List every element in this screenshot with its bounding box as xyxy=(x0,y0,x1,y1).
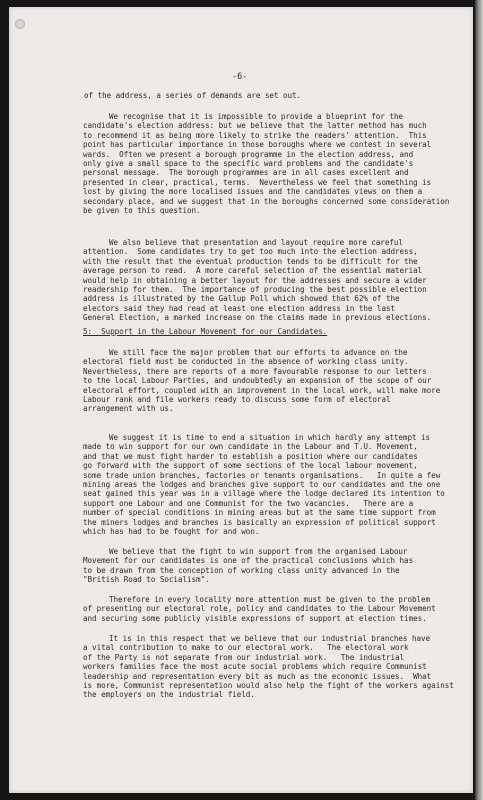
text-line: Movement for our candidates is one of the practical conclusions which has xyxy=(83,556,414,566)
text-line: electoral field must be conducted in the absence of working class unity. xyxy=(83,357,409,367)
text-line: secondary place, and we suggest that in the boroughs concerned some consideration xyxy=(83,196,450,206)
page-number: -6- xyxy=(232,72,248,82)
text-line: "British Road to Socialism". xyxy=(83,575,210,585)
text-line: point has particular importance in those boroughs where we contest in several xyxy=(83,140,432,150)
text-line: made to win support for our own candidate in the Labour and T.U. Movement, xyxy=(83,442,418,452)
text-line: to be drawn from the conception of working class unity advanced in the xyxy=(83,565,400,575)
text-line: which has had to be fought for and won. xyxy=(83,526,260,536)
section-heading-5 xyxy=(83,327,455,336)
text-line: mining areas the lodges and branches give support to our candidates and the one xyxy=(83,479,441,489)
text-line: We believe that the fight to win support from the organised Labour xyxy=(109,547,408,556)
text-line: go forward with the support of some sections of the local labour movement, xyxy=(83,461,418,471)
text-line: only give a small space to the specific ward problems and the candidate's xyxy=(83,158,414,168)
text-line: presented in clear, practical, terms. Nevertheless we feel that something is xyxy=(83,177,432,187)
text-line: We still face the major problem that our efforts to advance on the xyxy=(109,348,408,357)
text-line: support one Labour and one Communist for the two vacancies. There are a xyxy=(83,498,414,508)
text-line: is more, Communist representation would also help the fight of the workers against xyxy=(83,680,454,690)
text-line: electoral effort, coupled with an improvement in the local work, will make more xyxy=(83,385,441,395)
text-line: would help in obtaining a better layout for the addresses and secure a wider xyxy=(83,275,427,285)
text-line: electors said they had read at least one election address in the last xyxy=(83,303,396,313)
paragraph-locality xyxy=(83,595,455,623)
paragraph-major-problem xyxy=(83,348,455,414)
text-line: a vital contribution to make to our electoral work. The electoral work xyxy=(83,643,409,653)
text-line: of presenting our electoral role, policy and candidates to the Labour Movement xyxy=(83,604,436,614)
text-line: to the local Labour Parties, and undoubtedly an expansion of the scope of our xyxy=(83,376,432,386)
text-line: average person to read. A more careful selection of the essential material xyxy=(83,266,423,276)
paragraph-fight-support xyxy=(83,547,455,585)
paragraph-industrial-branches xyxy=(83,634,455,700)
text-line: leadership and representation every bit as much as the economic issues. What xyxy=(83,671,432,681)
text-line: to recommend it as being more likely to strike the readers' attention. This xyxy=(83,130,427,140)
section-heading-text: 5: Support in the Labour Movement for our Candidates. xyxy=(83,327,328,336)
punch-hole-top xyxy=(15,19,25,29)
text-line: We also believe that presentation and layout require more careful xyxy=(109,238,403,247)
text-line: Labour rank and file workers ready to discuss some form of electoral xyxy=(83,394,391,404)
text-line: lost by giving the more localised issues and the candidates views on them a xyxy=(83,187,423,197)
text-line: of the address, a series of demands are set out. xyxy=(84,91,302,100)
paragraph-win-support xyxy=(83,433,455,536)
text-line: It is in this respect that we believe that our industrial branches have xyxy=(109,634,431,643)
paragraph-election-address xyxy=(83,112,455,215)
text-line: personal message. The borough programmes are in all cases excellent and xyxy=(83,168,409,178)
text-line: Nevertheless, there are reports of a more favourable response to our letters xyxy=(83,366,427,376)
text-line: and that we must fight harder to establish a position where our candidates xyxy=(83,451,418,461)
text-line: wards. Often we present a borough programme in the election address, and xyxy=(83,149,414,159)
text-line: workers families face the most acute social problems which require Communist xyxy=(83,662,427,672)
text-line: We recognise that it is impossible to provide a blueprint for the xyxy=(109,112,403,121)
text-line: the miners lodges and branches is basically an expression of political support xyxy=(83,517,436,527)
text-line: the employers on the industrial field. xyxy=(83,690,255,700)
text-line: readership for them. The importance of producing the best possible election xyxy=(83,284,427,294)
text-line: some trade union branches, factories or tenants organisations. In quite a few xyxy=(83,470,441,480)
paragraph-presentation-layout xyxy=(83,238,455,323)
text-line: address is illustrated by the Gallup Poll which showed that 62% of the xyxy=(83,294,400,304)
text-line: number of special conditions in mining areas but at the same time support from xyxy=(83,508,436,518)
paragraph-intro xyxy=(84,91,456,100)
text-line: We suggest it is time to end a situation in which hardly any attempt is xyxy=(109,433,431,442)
text-line: arrangement with us. xyxy=(83,404,174,414)
text-line: candidate's election address: but we believe that the latter method has much xyxy=(83,121,427,131)
text-line: attention. Some candidates try to get too much into the election address, xyxy=(83,247,418,257)
text-line: of the Party is not separate from our industrial work. The industrial xyxy=(83,652,405,662)
text-line: and securing some publicly visible expressions of support at election times. xyxy=(83,613,427,623)
text-line: General Election, a marked increase on the claims made in previous elections. xyxy=(83,313,432,323)
scanner-edge xyxy=(475,0,483,800)
text-line: Therefore in every locality more attention must be given to the problem xyxy=(109,595,431,604)
text-line: be given to this question. xyxy=(83,205,201,215)
text-line: seat gained this year was in a village where the lodge declared its intention to xyxy=(83,489,445,499)
text-line: with the result that the eventual production tends to be difficult for the xyxy=(83,256,418,266)
